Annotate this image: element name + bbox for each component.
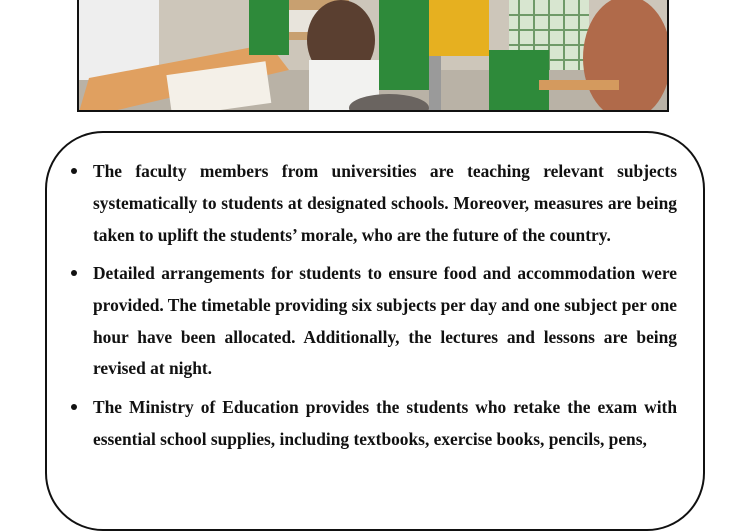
bullet-dot bbox=[71, 270, 77, 276]
bullet-item bbox=[93, 258, 677, 385]
bullet-text: Detailed arrangements for students to ensure food and accommodation were provided. The timetable providing six subjects per day and one subject per one hour have been allocated. Additionally, the lectures and lessons are being revised at night. bbox=[93, 263, 677, 379]
bullet-dot bbox=[71, 168, 77, 174]
bullet-text: The faculty members from universities are teaching relevant subjects systematically to students at designated schools. Moreover, measures are being taken to uplift the students’ morale, who are the future of the country. bbox=[93, 161, 677, 245]
classroom-photo-illustration bbox=[79, 0, 669, 112]
bullet-text: The Ministry of Education provides the students who retake the exam with essential school supplies, including textbooks, exercise books, pencils, pens, bbox=[93, 397, 677, 449]
bullet-item bbox=[93, 156, 677, 251]
bullet-item bbox=[93, 392, 677, 456]
bullet-dot bbox=[71, 404, 77, 410]
classroom-photo bbox=[77, 0, 669, 112]
